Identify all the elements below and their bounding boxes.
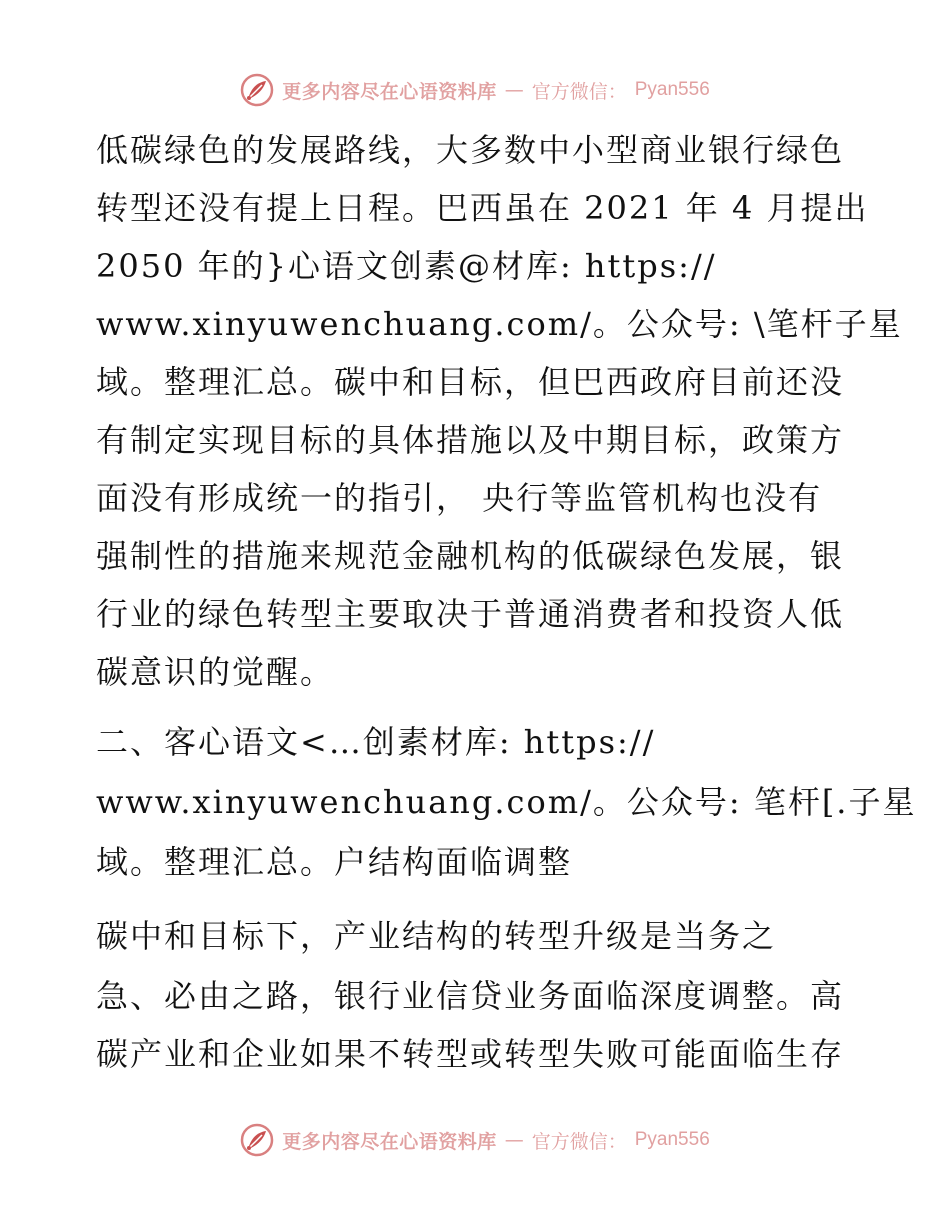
text-line: 面没有形成统一的指引， 央行等监管机构也没有	[96, 479, 823, 517]
header-wechat-handle: Pyan556	[634, 79, 710, 100]
text-line: 转型还没有提上日程。巴西虽在 2021 年 4 月提出	[96, 189, 869, 227]
section-heading-line: 域。整理汇总。户结构面临调整	[96, 843, 573, 881]
text-line: 碳产业和企业如果不转型或转型失败可能面临生存	[96, 1035, 845, 1073]
header-brand-text: 更多内容尽在心语资料库	[282, 80, 497, 103]
text-line: 域。整理汇总。碳中和目标，但巴西政府目前还没	[96, 363, 845, 401]
header-wechat-label: 官方微信：	[531, 80, 627, 103]
text-line: 有制定实现目标的具体措施以及中期目标，政策方	[96, 421, 845, 459]
text-line: 急、必由之路，银行业信贷业务面临深度调整。高	[96, 977, 845, 1015]
document-body	[0, 120, 950, 1110]
header-separator: —	[504, 79, 524, 101]
text-line: 碳意识的觉醒。	[96, 653, 335, 691]
section-heading-line: www.xinyuwenchuang.com/。公众号: 笔杆[.子星	[96, 783, 917, 821]
leaf-pen-logo-icon	[240, 73, 274, 107]
footer-banner	[0, 1120, 950, 1160]
leaf-pen-logo-icon	[240, 1123, 274, 1157]
footer-wechat-label: 官方微信：	[531, 1130, 627, 1153]
text-line: 行业的绿色转型主要取决于普通消费者和投资人低	[96, 595, 845, 633]
text-line: 低碳绿色的发展路线，大多数中小型商业银行绿色	[96, 131, 845, 169]
footer-brand-text: 更多内容尽在心语资料库	[282, 1130, 497, 1153]
text-line: 碳中和目标下，产业结构的转型升级是当务之	[96, 917, 777, 955]
footer-separator: —	[504, 1129, 524, 1151]
text-line: 2050 年的}心语文创素@材库: https://	[96, 247, 717, 285]
footer-wechat-handle: Pyan556	[634, 1129, 710, 1150]
header-banner	[0, 70, 950, 110]
text-line: 强制性的措施来规范金融机构的低碳绿色发展，银	[96, 537, 845, 575]
text-line: www.xinyuwenchuang.com/。公众号: \笔杆子星	[96, 305, 903, 343]
section-heading-line: 二、客心语文<…创素材库: https://	[96, 723, 656, 761]
